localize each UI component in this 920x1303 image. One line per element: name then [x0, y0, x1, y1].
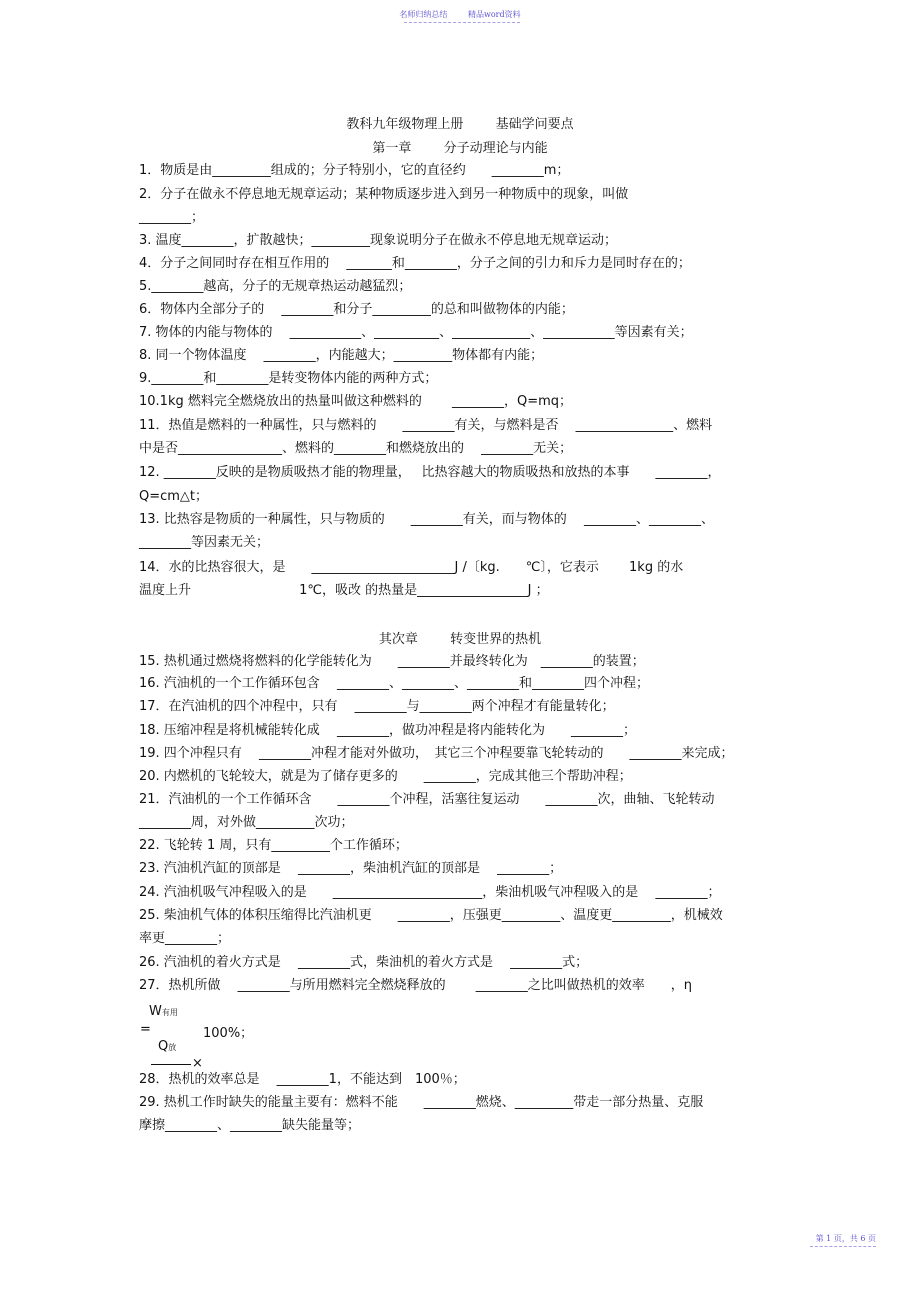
efficiency-percent: 100%； [203, 1026, 254, 1041]
item-1: 1．物质是由_________组成的；分子特别小，它的直径约 ________m； [139, 163, 570, 178]
item-19: 19. 四个冲程只有 ________冲程才能对外做功， 其它三个冲程要靠飞轮转动的 ________来完成； [139, 746, 734, 761]
denominator-subscript: 放 [168, 1043, 177, 1052]
item-25: 25. 柴油机气体的体积压缩得比汽油机更 ________，压强更_________、温度更_________，机械效 [139, 908, 723, 923]
fraction-bar [151, 1064, 191, 1065]
item-29-cont: 摩擦________、________缺失能量等； [139, 1118, 361, 1133]
header-right: 精品word资料 [467, 10, 521, 19]
item-24: 24. 汽油机吸气冲程吸入的是 _______________________，柴油机吸气冲程吸入的是 ________； [139, 885, 721, 900]
numerator-subscript: 有用 [161, 1008, 178, 1017]
item-13-cont: ________等因素无关； [139, 535, 270, 550]
item-12-cont: Q=cm△t； [139, 489, 209, 504]
item-18: 18. 压缩冲程是将机械能转化成 ________，做功冲程是将内能转化为 ________； [139, 723, 636, 738]
item-14-cont: 温度上升 1℃，吸改 的热量是_________________J ； [139, 583, 549, 598]
chapter-2-title-b: 转变世界的热机 [450, 632, 542, 647]
item-11: 11．热值是燃料的一种属性，只与燃料的 ________有关，与燃料是否 _______________、燃料 [139, 418, 713, 433]
item-21: 21．汽油机的一个工作循环含 ________个冲程，活塞往复运动 ________次，曲轴、飞轮转动 [139, 792, 715, 807]
item-11-cont: 中是否________________、燃料的________和燃烧放出的 ________无关； [139, 441, 573, 456]
item-15: 15. 热机通过燃烧将燃料的化学能转化为 ________并最终转化为 ________的装置； [139, 654, 645, 669]
efficiency-times: × [192, 1056, 203, 1071]
page-number: 第 1 页，共 6 页 [815, 1234, 876, 1243]
header-divider [404, 22, 520, 23]
item-2: 2．分子在做永不停息地无规章运动；某种物质逐步进入到另一种物质中的现象，叫做 [139, 187, 629, 202]
numerator-symbol: W [149, 1004, 162, 1019]
item-26: 26. 汽油机的着火方式是 ________式，柴油机的着火方式是 ________式； [139, 955, 589, 970]
main-title-a: 教科九年级物理上册 [346, 117, 464, 132]
item-20: 20. 内燃机的飞轮较大，就是为了储存更多的 ________，完成其他三个帮助冲程； [139, 769, 632, 784]
item-4: 4．分子之间同时存在相互作用的 _______和________，分子之间的引力和斥力是同时存在的； [139, 256, 691, 271]
chapter-1-title-b: 分子动理论与内能 [443, 141, 548, 156]
footer-divider [810, 1246, 876, 1247]
item-17: 17．在汽油机的四个冲程中，只有 ________与________两个冲程才有能量转化； [139, 699, 615, 714]
item-9: 9.________和________是转变物体内能的两种方式； [139, 371, 438, 386]
item-8: 8. 同一个物体温度 ________，内能越大；_________物体都有内能； [139, 348, 544, 363]
item-25-cont: 率更________； [139, 931, 231, 946]
item-16: 16. 汽油机的一个工作循环包含 ________、________、________和________四个冲程； [139, 676, 649, 691]
item-23: 23. 汽油机汽缸的顶部是 ________，柴油机汽缸的顶部是 ________； [139, 861, 563, 876]
denominator-symbol: Q [158, 1039, 169, 1054]
chapter-2-title-a: 其次章 [378, 632, 418, 647]
item-6: 6．物体内全部分子的 ________和分子_________的总和叫做物体的内能； [139, 302, 574, 317]
item-29: 29. 热机工作时缺失的能量主要有：燃料不能 ________燃烧、_________带走一部分热量、克服 [139, 1095, 704, 1110]
efficiency-numerator [149, 1004, 178, 1019]
main-title-b: 基础学问要点 [495, 117, 574, 132]
item-10: 10.1kg 燃料完全燃烧放出的热量叫做这种燃料的 ________，Q=mq； [139, 394, 573, 409]
item-7: 7. 物体的内能与物体的 ___________、__________、____________、___________等因素有关； [139, 325, 693, 340]
page-header [0, 9, 920, 20]
chapter-2-title [0, 628, 920, 647]
efficiency-denominator [158, 1039, 176, 1054]
header-left: 名师归纳总结 [399, 10, 448, 19]
item-2-cont: ________； [139, 210, 205, 225]
item-22: 22. 飞轮转 1 周，只有_________个工作循环； [139, 838, 408, 853]
item-3: 3. 温度________，扩散越快；_________现象说明分子在做永不停息地无规章运动； [139, 233, 618, 248]
item-14: 14．水的比热容很大，是 ______________________J /〔kg. ℃〕，它表示 1kg 的水 [139, 560, 684, 575]
efficiency-equals: = [140, 1022, 151, 1037]
item-13: 13. 比热容是物质的一种属性，只与物质的 ________有关，而与物体的 ________、________、 [139, 512, 714, 527]
item-28: 28．热机的效率总是 ________1，不能达到 100％； [139, 1072, 466, 1087]
item-12: 12. ________反映的是物质吸热才能的物理量， 比热容越大的物质吸热和放热的本事 ________， [139, 465, 721, 480]
item-5: 5.________越高，分子的无规章热运动越猛烈； [139, 279, 412, 294]
chapter-1-title-a: 第一章 [372, 141, 412, 156]
item-21-cont: ________周，对外做_________次功； [139, 815, 354, 830]
main-title [0, 113, 920, 132]
chapter-1-title [0, 137, 920, 156]
item-27: 27．热机所做 ________与所用燃料完全燃烧释放的 ________之比叫做热机的效率 ，η [139, 978, 693, 993]
